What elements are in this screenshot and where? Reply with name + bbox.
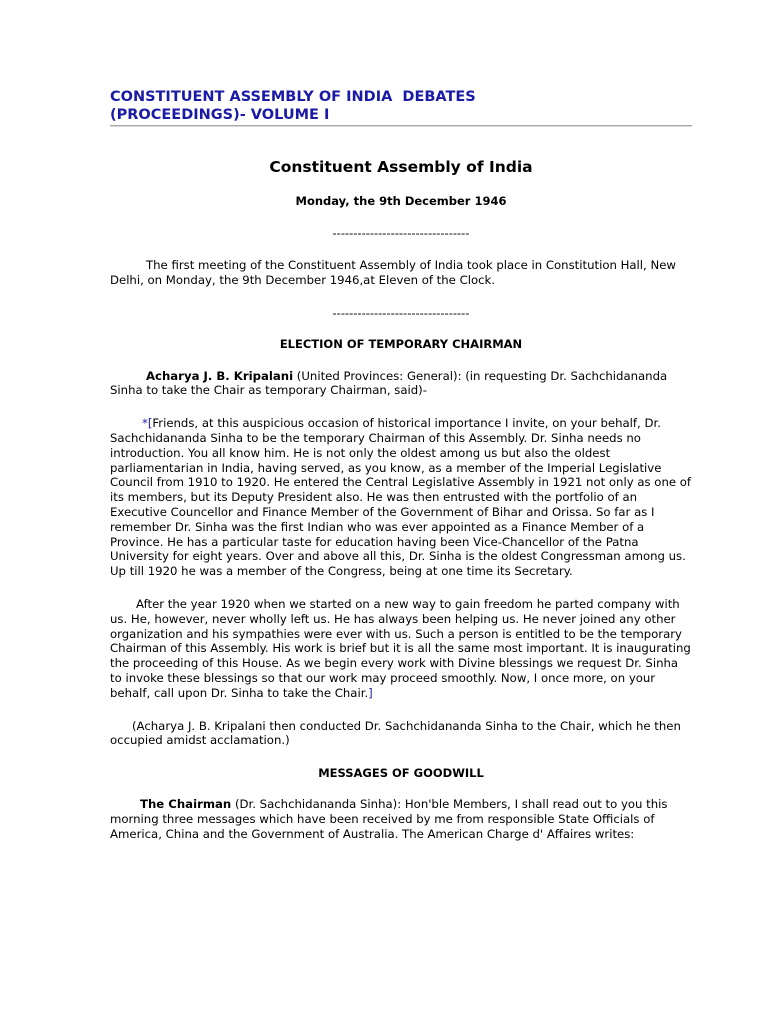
chairman-paragraph: [110, 797, 692, 841]
footnote-close-mark: ]: [368, 685, 373, 700]
document-title-line1: CONSTITUENT ASSEMBLY OF INDIA DEBATES: [110, 89, 476, 105]
separator-1: ---------------------------------: [332, 226, 470, 240]
speech-text-1: Friends, at this auspicious occasion of historical importance I invite, on your behalf, Dr. Sachchidananda Sinha to be the temporary Chairman of this Assembly. Dr. Sinha needs no introduction. You all know him. He is not only the oldest among us but also the oldest parliamentarian in India, having served, as you know, as a member of the Imperial Legislative Council from 1910 to 1920. He entered the Central Legislative Assembly in 1921 not only as one of its members, but its Deputy President also. He was then entrusted with the portfolio of an Executive Councellor and Finance Member of the Government of Bihar and Orissa. So far as I remember Dr. Sinha was the first Indian who was ever appointed as a Finance Member of a Province. He has a particular taste for education having been Vice-Chancellor of the Patna University for eight years. Over and above all this, Dr. Sinha is the oldest Congressman among us. Up till 1920 he was a member of the Congress, being at one time its Secretary.: [110, 416, 692, 579]
meeting-date: Monday, the 9th December 1946: [295, 194, 507, 208]
document-title: [110, 88, 692, 125]
intro-paragraph: The first meeting of the Constituent Assembly of India took place in Constitution Hall, New Delhi, on Monday, the 9th December 1946,at Eleven of the Clock.: [110, 258, 676, 287]
title-divider: [110, 125, 692, 127]
speech-text-2: After the year 1920 when we started on a new way to gain freedom he parted company with us. He, however, never wholly left us. He has always been helping us. He never joined any other organization and his sympathies were ever with us. Such a person is entitled to be the temporary Chairman of this Assembly. His work is brief but it is all the same most important. It is inaugurating the proceeding of this House. As we begin every work with Divine blessings we request Dr. Sinha to invoke these blessings so that our work may proceed smoothly. Now, I once more, on your behalf, call upon Dr. Sinha to take the Chair.: [110, 596, 691, 700]
speaker-chairman: The Chairman: [140, 797, 232, 812]
document-title-line2: (PROCEEDINGS)- VOLUME I: [110, 107, 330, 123]
document-page: [110, 88, 692, 842]
conducted-paragraph: (Acharya J. B. Kripalani then conducted Dr. Sachchidananda Sinha to the Chair, which he then occupied amidst acclamation.): [110, 718, 681, 748]
speech-paragraph-2: [110, 597, 692, 701]
kripalani-request-text: (United Provinces: General): (in requesting Dr. Sachchidananda Sinha to take the Chair as temporary Chairman, said)-: [110, 368, 668, 398]
goodwill-heading: MESSAGES OF GOODWILL: [318, 766, 484, 781]
speech-paragraph-1: [110, 416, 692, 579]
footnote-link[interactable]: *[: [142, 416, 153, 431]
election-heading: ELECTION OF TEMPORARY CHAIRMAN: [279, 336, 523, 351]
kripalani-request-paragraph: [110, 369, 692, 399]
assembly-subtitle: Constituent Assembly of India: [269, 158, 533, 176]
separator-2: ---------------------------------: [332, 305, 470, 320]
speaker-kripalani: Acharya J. B. Kripalani: [146, 368, 294, 383]
chairman-text: (Dr. Sachchidananda Sinha): Hon'ble Members, I shall read out to you this morning three messages which have been received by me from responsible State Officials of America, China and the Government of Australia. The American Charge d' Affaires writes:: [110, 797, 668, 841]
